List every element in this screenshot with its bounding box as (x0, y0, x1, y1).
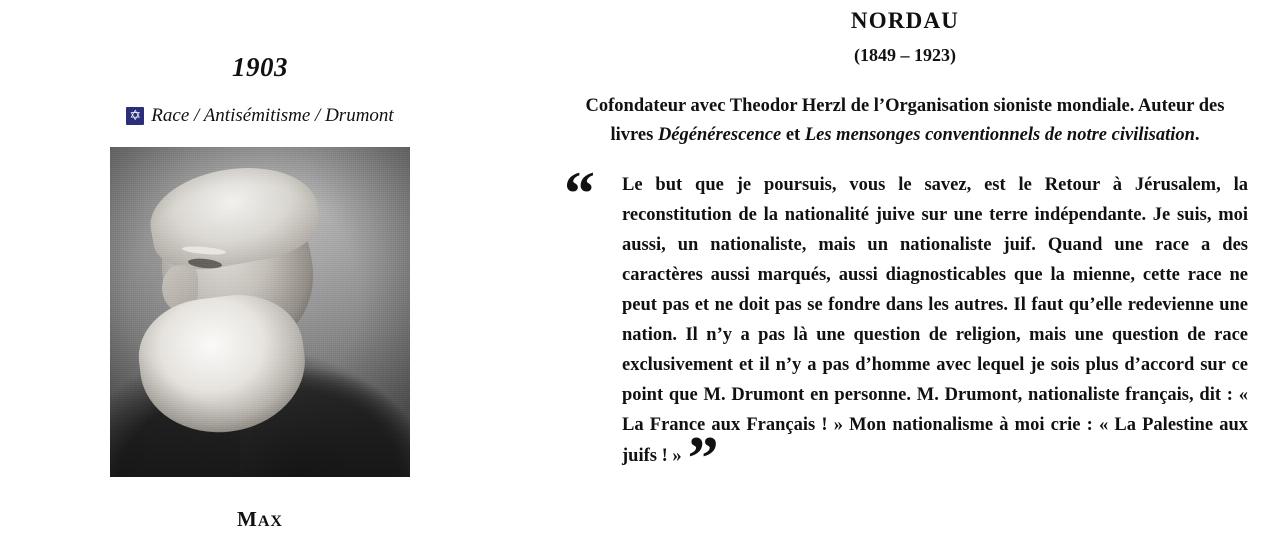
caption-smallcaps: AX (257, 513, 283, 530)
tag-line-label: Race / Antisémitisme / Drumont (151, 105, 394, 126)
person-name: NORDAU (850, 8, 960, 33)
portrait-caption (0, 507, 520, 532)
right-column (560, 0, 1250, 533)
open-quote-mark-icon: “ (564, 160, 595, 229)
bio-book-title-1: Dégénérescence (657, 124, 782, 145)
caption-initial: M (237, 507, 258, 531)
quotation-block (560, 160, 1250, 494)
person-biography (560, 92, 1250, 149)
tag-line (0, 105, 520, 127)
person-dates: (1849 – 1923) (854, 45, 956, 65)
bio-text-3: . (1194, 124, 1200, 145)
bio-text-2: et (781, 124, 805, 145)
quotation-text: Le but que je poursuis, vous le savez, est le Retour à Jérusalem, la reconstitution de la nationalité juive sur une terre indépendante. Je suis, moi aussi, un nationaliste, mais un nationaliste juif. Quand une race a des caractères aussi marqués, aussi diagnosticables que la mienne, cette race ne peut pas et ne doit pas se fondre dans les autres. Il faut qu’elle redevienne une nation. Il n’y a pas là une question de religion, mais une question de race exclusivement et il n’y a pas d’homme avec lequel je sois plus d’accord sur ce point que M. Drumont en personne. M. Drumont, nationaliste français, dit : « La France aux Français ! » Mon nationalisme à moi crie : « La Palestine aux juifs ! » (622, 175, 1248, 467)
quotation-text-wrapper: Le but que je poursuis, vous le savez, est le Retour à Jérusalem, la reconstitution de la nationalité juive sur une terre indépendante. Je suis, moi aussi, un nationaliste, mais un nationaliste juif. Quand une race a des caractères aussi marqués, aussi diagnosticables que la mienne, cette race ne peut pas et ne doit pas se fondre dans les autres. Il faut qu’elle redevienne une nation. Il n’y a pas là une question de religion, mais une question de race exclusivement et il n’y a pas d’homme avec lequel je sois plus d’accord sur ce point que M. Drumont en personne. M. Drumont, nationaliste français, dit : « La France aux Français ! » Mon nationalisme à moi crie : « La Palestine aux juifs ! »” (622, 175, 1248, 494)
year-heading: 1903 (232, 52, 288, 82)
photo-grain (110, 147, 410, 477)
left-column (0, 0, 520, 533)
star-of-david-badge-icon (126, 107, 144, 125)
bio-text-1: Cofondateur avec Theodor Herzl de l’Organisation sioniste mondiale. Auteur des livres (585, 96, 1225, 145)
portrait-frame (110, 147, 410, 477)
portrait-photo (110, 147, 410, 477)
bio-book-title-2: Les mensonges conventionnels de notre civilisation (804, 124, 1195, 145)
